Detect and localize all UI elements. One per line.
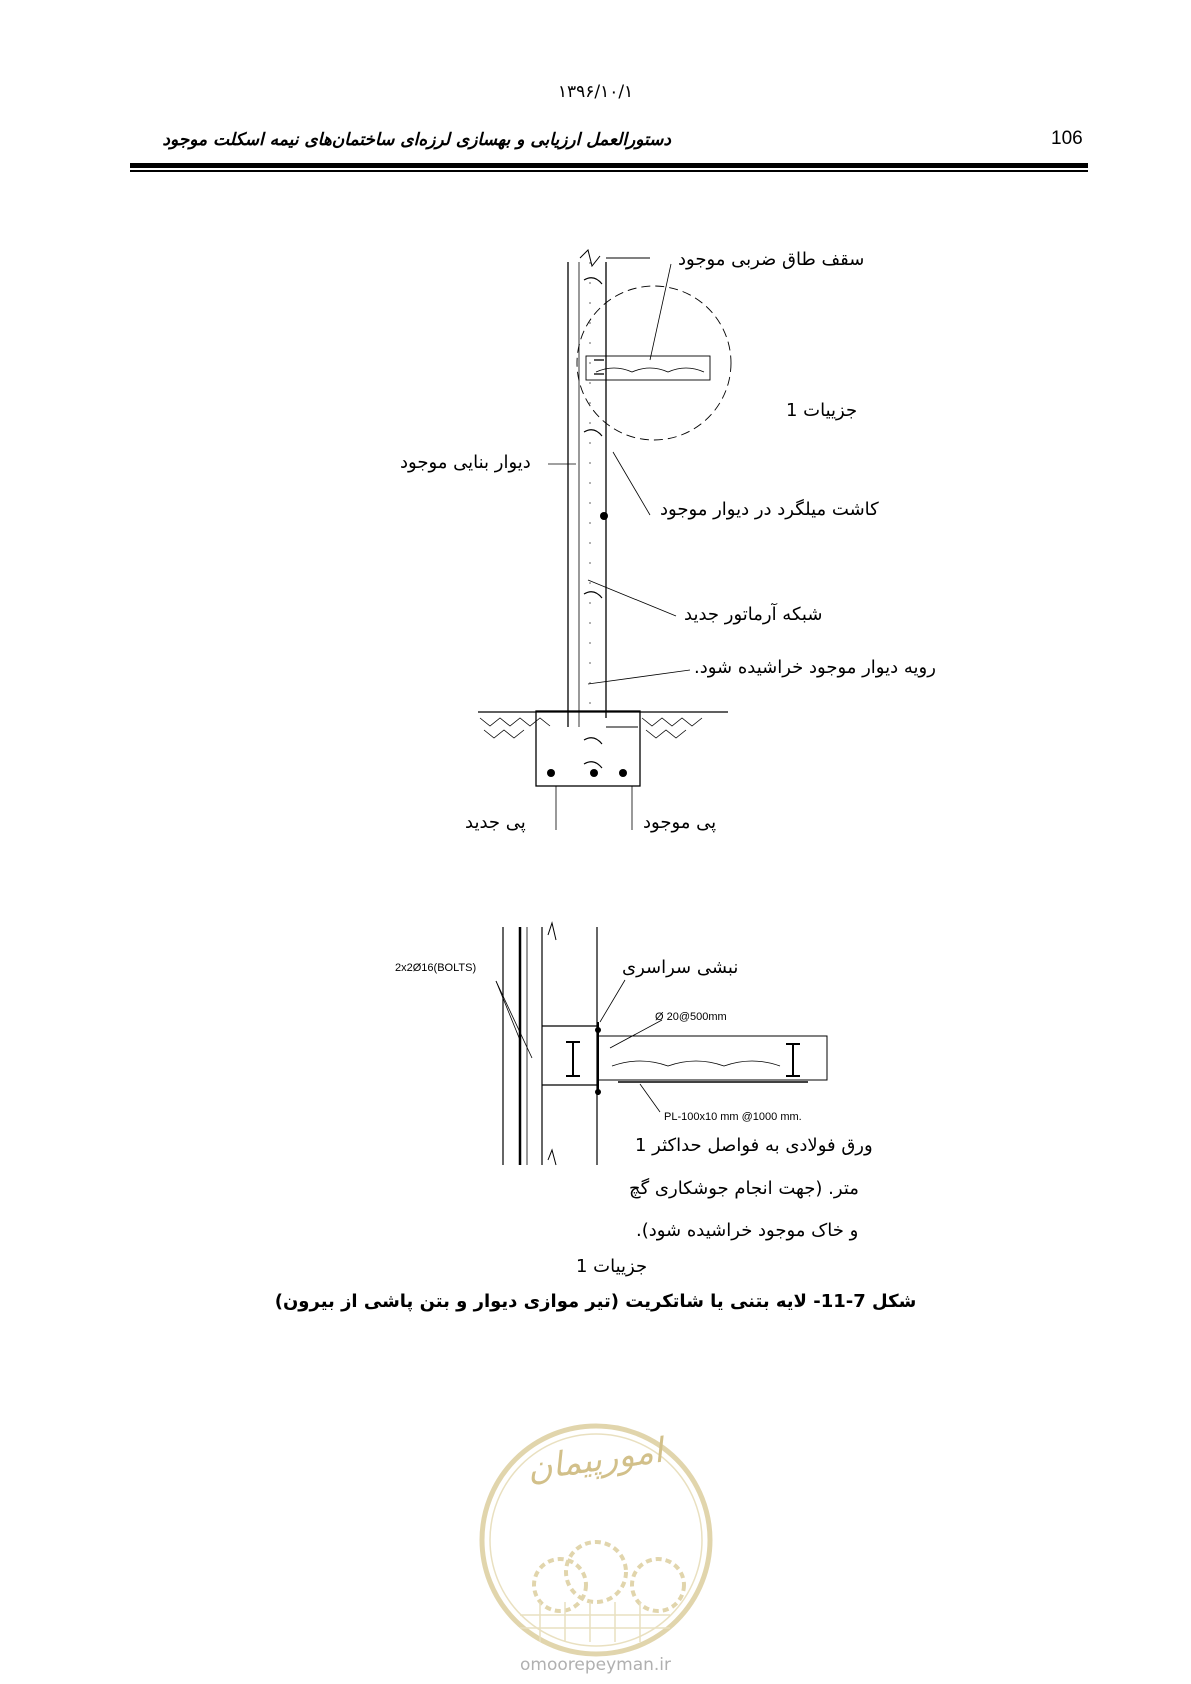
label-bolts: 2x2Ø16(BOLTS)	[395, 962, 477, 974]
header-date: ۱۳۹۶/۱۰/۱	[557, 82, 634, 102]
header-rule-thin	[130, 170, 1088, 172]
label-new-foundation: پی جدید	[465, 812, 526, 833]
label-wall-surface-scraped: رویه دیوار موجود خراشیده شود.	[694, 657, 936, 678]
page-number: 106	[1051, 128, 1083, 149]
label-detail-title: جزییات 1	[576, 1256, 648, 1277]
note-line-1: ورق فولادی به فواصل حداکثر 1	[635, 1135, 873, 1156]
note-line-2: متر. (جهت انجام جوشکاری گچ	[629, 1178, 859, 1199]
soil-hatch-right	[642, 718, 702, 738]
label-dowel-anchoring: کاشت میلگرد در دیوار موجود	[660, 499, 879, 520]
label-dowel-spacing: Ø 20@500mm	[655, 1011, 727, 1023]
document-title: دستورالعمل ارزیابی و بهسازی لرزه‌ای ساختمان‌های نیمه اسکلت موجود	[162, 130, 671, 150]
break-mark	[580, 250, 600, 266]
rebar-dot	[600, 512, 608, 520]
label-detail-ref: جزییات 1	[786, 400, 858, 421]
header-rule-thick	[130, 163, 1088, 168]
d2-ibeam-right	[786, 1044, 800, 1076]
footing-bar-left	[547, 769, 555, 777]
d2-ibeam-left	[566, 1042, 580, 1076]
detail-circle	[577, 286, 731, 440]
label-plate: PL-100x10 mm @1000 mm.	[664, 1111, 802, 1123]
label-existing-masonry-wall: دیوار بنایی موجود	[400, 452, 531, 473]
watermark-logo-text: امورپیمان	[524, 1430, 666, 1490]
watermark-site: omoorepeyman.ir	[519, 1655, 672, 1675]
footing-bar-right	[619, 769, 627, 777]
label-existing-roof: سقف طاق ضربی موجود	[678, 249, 865, 270]
figure-caption: شکل 7-11- لایه بتنی یا شاتکریت (تیر موازی دیوار و بتن پاشی از بیرون)	[274, 1291, 917, 1312]
roof-slab	[586, 356, 710, 380]
note-line-3: و خاک موجود خراشیده شود).	[636, 1220, 859, 1241]
d2-slab	[597, 1036, 827, 1080]
footing-outline	[536, 711, 640, 786]
label-existing-foundation: پی موجود	[643, 812, 717, 833]
soil-hatch-left	[480, 718, 550, 738]
dowel-hooks	[584, 278, 602, 768]
label-continuous-angle: نبشی سراسری	[622, 957, 739, 978]
footing-bar-mid	[590, 769, 598, 777]
label-new-rebar-mesh: شبکه آرماتور جدید	[684, 604, 823, 625]
